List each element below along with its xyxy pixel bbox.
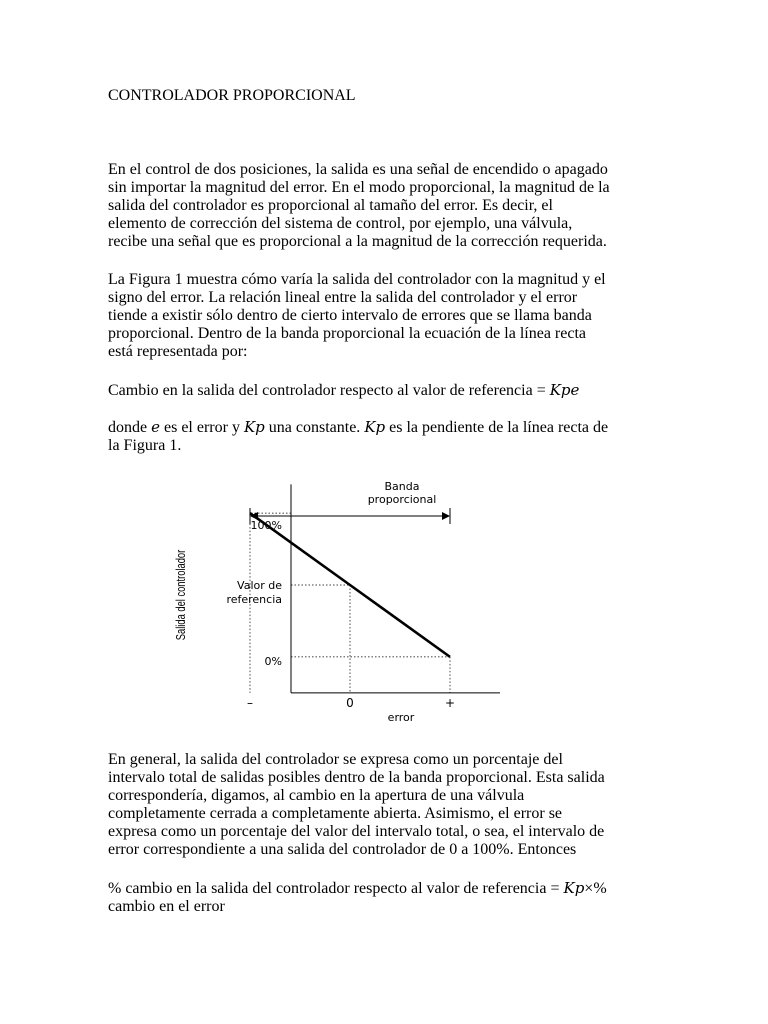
paragraph-2-line: La Figura 1 muestra cómo varía la salida del controlador con la magnitud y el	[108, 271, 606, 288]
y-tick-label: 0%	[264, 655, 282, 668]
paragraph-1-line: salida del controlador es proporcional al tamaño del error. Es decir, el	[108, 197, 553, 214]
x-axis-label: error	[387, 711, 415, 724]
y-tick-label: 100%	[250, 519, 282, 532]
paragraph-2-line: proporcional. Dentro de la banda proporcional la ecuación de la línea recta	[108, 325, 586, 342]
paragraph-5	[108, 751, 668, 859]
y-tick-label: Valor de	[237, 579, 282, 592]
math-e: e	[151, 418, 160, 436]
figure-1	[170, 470, 500, 730]
math-kp: Kp	[364, 418, 386, 436]
equation-text: Cambio en la salida del controlador respecto al valor de referencia =	[108, 382, 550, 399]
text-run: donde	[108, 419, 152, 436]
math-kp: Kp	[243, 418, 265, 436]
band-label-line: proporcional	[367, 493, 437, 506]
y-tick-label: referencia	[226, 593, 282, 606]
paragraph-3	[108, 381, 668, 400]
band-label-line: Banda	[384, 480, 420, 493]
paragraph-5-line: correspondería, digamos, al cambio en la apertura de una válvula	[108, 787, 525, 804]
x-tick-label: +	[444, 695, 456, 710]
paragraph-4-line	[108, 418, 668, 437]
paragraph-5-line: expresa como un porcentaje del valor del intervalo total, o sea, el intervalo de	[108, 823, 605, 840]
paragraph-4	[108, 418, 668, 455]
equation-line	[108, 879, 668, 898]
paragraph-2-line: está representada por:	[108, 343, 248, 360]
paragraph-1-line: sin importar la magnitud del error. En el modo proporcional, la magnitud de la	[108, 179, 610, 196]
paragraph-1-line: recibe una señal que es proporcional a la magnitud de la corrección requerida.	[108, 233, 607, 250]
equation-math: Kp	[563, 879, 585, 897]
figure-1-chart	[170, 470, 500, 730]
document-title: CONTROLADOR PROPORCIONAL	[108, 87, 356, 104]
paragraph-5-line: completamente cerrada a completamente abierta. Asimismo, el error se	[108, 805, 563, 822]
equation-times: ×%	[584, 880, 607, 897]
paragraph-1-line: En el control de dos posiciones, la salida es una señal de encendido o apagado	[108, 161, 608, 178]
paragraph-4-line: la Figura 1.	[108, 437, 182, 454]
x-tick-label: –	[247, 695, 253, 710]
paragraph-2-line: tiende a existir sólo dentro de cierto intervalo de errores que se llama banda	[108, 307, 592, 324]
band-arrowhead-right	[442, 512, 450, 520]
y-axis-label: Salida del controlador	[174, 549, 189, 641]
equation-math: Kpe	[549, 381, 580, 399]
text-run: una constante.	[264, 419, 365, 436]
paragraph-5-line: intervalo total de salidas posibles dentro de la banda proporcional. Esta salida	[108, 769, 605, 786]
paragraph-2-line: signo del error. La relación lineal entre la salida del controlador y el error	[108, 289, 578, 306]
paragraph-6-line: cambio en el error	[108, 898, 225, 915]
x-tick-label: 0	[346, 695, 354, 710]
paragraph-1-line: elemento de corrección del sistema de control, por ejemplo, una válvula,	[108, 215, 573, 232]
paragraph-5-line: error correspondiente a una salida del controlador de 0 a 100%. Entonces	[108, 841, 577, 858]
equation-line	[108, 381, 668, 400]
paragraph-5-line: En general, la salida del controlador se expresa como un porcentaje del	[108, 751, 563, 768]
text-run: es el error y	[160, 419, 244, 436]
text-run: es la pendiente de la línea recta de	[385, 419, 609, 436]
paragraph-1	[108, 161, 668, 251]
paragraph-6	[108, 879, 668, 916]
paragraph-2	[108, 271, 668, 361]
equation-text: % cambio en la salida del controlador respecto al valor de referencia =	[108, 880, 564, 897]
